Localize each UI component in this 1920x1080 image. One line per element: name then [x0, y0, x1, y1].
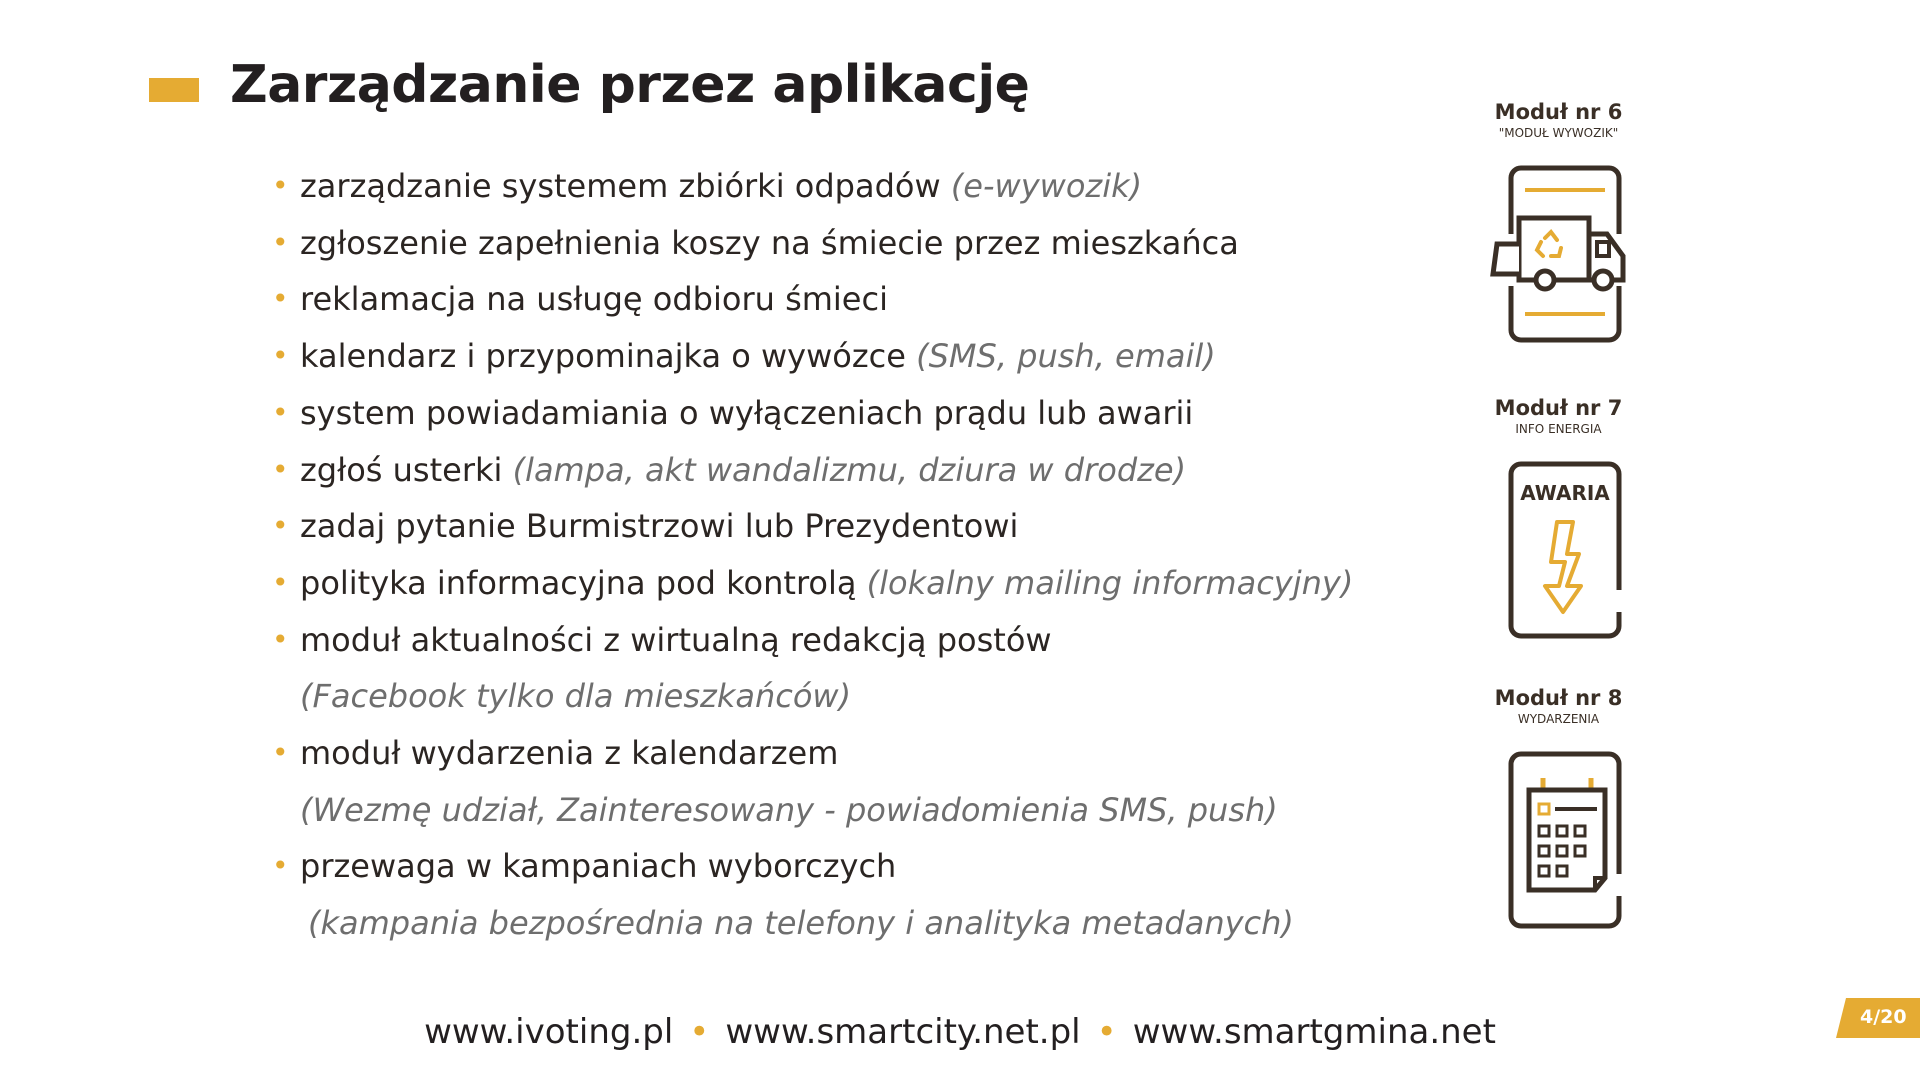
- calendar-phone-icon: [1489, 750, 1629, 932]
- footer-separator: •: [1096, 1012, 1117, 1052]
- footer-links: [0, 1012, 1920, 1052]
- feature-text: moduł wydarzenia z kalendarzem: [300, 734, 839, 773]
- bullet-icon: •: [272, 169, 289, 202]
- module-6: [1450, 100, 1667, 346]
- slide-title: Zarządzanie przez aplikację: [230, 55, 1030, 115]
- module-title: Moduł nr 6: [1494, 100, 1623, 124]
- module-subtitle: INFO ENERGIA: [1515, 422, 1602, 436]
- footer-separator: •: [689, 1012, 710, 1052]
- feature-text: zgłoś usterki: [300, 450, 503, 489]
- list-item: [272, 328, 1380, 385]
- bullet-icon: •: [272, 849, 289, 883]
- bullet-icon: •: [272, 225, 289, 259]
- list-item-continuation: [300, 782, 1380, 839]
- module-title: Moduł nr 7: [1494, 396, 1623, 420]
- list-item: [272, 498, 1380, 555]
- feature-text: moduł aktualności z wirtualną redakcją postów: [300, 620, 1052, 659]
- feature-note: (lampa, akt wandalizmu, dziura w drodze): [512, 450, 1187, 489]
- list-item: [272, 725, 1380, 782]
- feature-text: kalendarz i przypominajka o wywózce: [300, 337, 906, 376]
- footer-link-smartgmina[interactable]: www.smartgmina.net: [1132, 1012, 1496, 1052]
- bullet-icon: •: [272, 282, 289, 316]
- feature-text: system powiadamiania o wyłączeniach prądu lub awarii: [300, 393, 1194, 432]
- list-item: [272, 838, 1380, 895]
- feature-text: zadaj pytanie Burmistrzowi lub Prezydentowi: [300, 507, 1019, 546]
- bullet-icon: •: [272, 395, 289, 429]
- footer-link-smartcity[interactable]: www.smartcity.net.pl: [725, 1012, 1081, 1052]
- module-subtitle: WYDARZENIA: [1517, 712, 1600, 726]
- list-item: [272, 555, 1380, 612]
- list-item: [272, 385, 1380, 442]
- power-outage-phone-icon: [1489, 460, 1629, 642]
- feature-text: zgłoszenie zapełnienia koszy na śmiecie przez mieszkańca: [300, 223, 1239, 262]
- feature-note: (Facebook tylko dla mieszkańców): [300, 677, 852, 716]
- bullet-icon: •: [272, 565, 289, 599]
- module-7: [1450, 396, 1667, 642]
- feature-note: (e-wywozik): [950, 167, 1143, 205]
- list-item: [272, 215, 1380, 272]
- bullet-icon: •: [272, 452, 289, 486]
- feature-list: [272, 158, 1380, 952]
- feature-note: (SMS, push, email): [916, 337, 1216, 376]
- list-item: [272, 271, 1380, 328]
- feature-note: (kampania bezpośrednia na telefony i analityka metadanych): [308, 904, 1294, 943]
- module-subtitle: "MODUŁ WYWOZIK": [1498, 126, 1619, 140]
- feature-text: przewaga w kampaniach wyborczych: [300, 847, 897, 886]
- list-item-continuation: [300, 668, 1380, 725]
- module-title: Moduł nr 8: [1494, 686, 1623, 710]
- feature-text: zarządzanie systemem zbiórki odpadów: [300, 167, 941, 205]
- bullet-icon: •: [272, 509, 289, 543]
- list-item: [272, 158, 1380, 215]
- footer-link-ivoting[interactable]: www.ivoting.pl: [424, 1012, 674, 1052]
- bullet-icon: •: [272, 339, 289, 373]
- bullet-icon: •: [272, 736, 289, 770]
- garbage-truck-phone-icon: [1489, 164, 1629, 346]
- icon-label: AWARIA: [1519, 481, 1610, 505]
- module-8: [1450, 686, 1667, 932]
- list-item: [272, 612, 1380, 669]
- feature-note: (lokalny mailing informacyjny): [866, 563, 1354, 602]
- page-number: 4/20: [1860, 1006, 1907, 1028]
- bullet-icon: •: [272, 622, 289, 656]
- title-accent-bar: [149, 78, 199, 102]
- list-item-continuation: [300, 895, 1380, 952]
- page-number-badge: [1836, 998, 1920, 1038]
- feature-note: (Wezmę udział, Zainteresowany - powiadomienia SMS, push): [300, 790, 1278, 829]
- list-item: [272, 442, 1380, 499]
- feature-text: reklamacja na usługę odbioru śmieci: [300, 280, 888, 319]
- feature-text: polityka informacyjna pod kontrolą: [300, 563, 857, 602]
